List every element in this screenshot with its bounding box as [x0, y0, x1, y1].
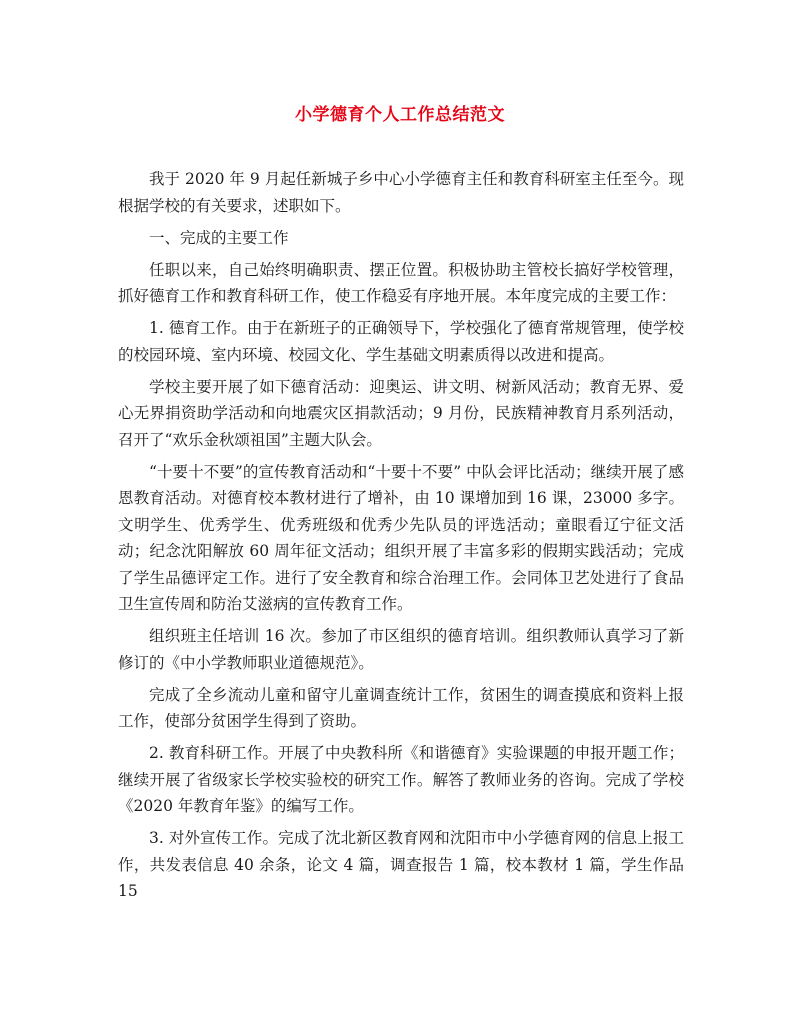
document-title: 小学德育个人工作总结范文 — [295, 105, 505, 125]
paragraph-survey: 完成了全乡流动儿童和留守儿童调查统计工作，贫困生的调查摸底和资料上报工作，使部分贫困学生得到了资助。 — [118, 685, 684, 730]
document-body — [118, 166, 684, 910]
paragraph-moral-education: 1. 德育工作。由于在新班子的正确领导下，学校强化了德育常规管理，使学校的校园环境、室内环境、校园文化、学生基础文明素质得以改进和提高。 — [118, 319, 684, 364]
paragraph-intro: 我于 2020 年 9 月起任新城子乡中心小学德育主任和教育科研室主任至今。现根据学校的有关要求，述职如下。 — [118, 170, 684, 215]
paragraph-publicity: 3. 对外宣传工作。完成了沈北新区教育网和沈阳市中小学德育网的信息上报工作，共发表信息 40 余条，论文 4 篇，调查报告 1 篇，校本教材 1 篇，学生作品 15 — [118, 829, 684, 900]
paragraph-research: 2. 教育科研工作。开展了中央教科所《和谐德育》实验课题的申报开题工作；继续开展了省级家长学校实验校的研究工作。解答了教师业务的咨询。完成了学校《2020 年教育年鉴》的编写工作。 — [118, 744, 684, 815]
paragraph-duties: 任职以来，自己始终明确职责、摆正位置。积极协助主管校长搞好学校管理，抓好德育工作和教育科研工作，使工作稳妥有序地开展。本年度完成的主要工作： — [118, 260, 684, 305]
paragraph-activities: 学校主要开展了如下德育活动：迎奥运、讲文明、树新风活动；教育无界、爱心无界捐资助学活动和向地震灾区捐款活动；9 月份，民族精神教育月系列活动，召开了“欢乐金秋颂祖国”主题大队会。 — [118, 377, 684, 449]
paragraph-campaigns: “十要十不要”的宣传教育活动和“十要十不要” 中队会评比活动；继续开展了感恩教育活动。对德育校本教材进行了增补，由 10 课增加到 16 课，23000 多字。文明学生、优秀学生、优秀班级和优秀少先队员的评选活动；童眼看辽宁征文活动；纪念沈阳解放 60 周年征文活动；组织开展了丰富多彩的假期实践活动；完成了学生品德评定工作。进行了安全教育和综合治理工作。会同体卫艺处进行了食品卫生宣传周和防治艾滋病的宣传教育工作。 — [118, 462, 684, 613]
paragraph-training: 组织班主任培训 16 次。参加了市区组织的德育培训。组织教师认真学习了新修订的《中小学教师职业道德规范》。 — [118, 627, 684, 672]
section-heading-main-work: 一、完成的主要工作 — [149, 228, 289, 247]
